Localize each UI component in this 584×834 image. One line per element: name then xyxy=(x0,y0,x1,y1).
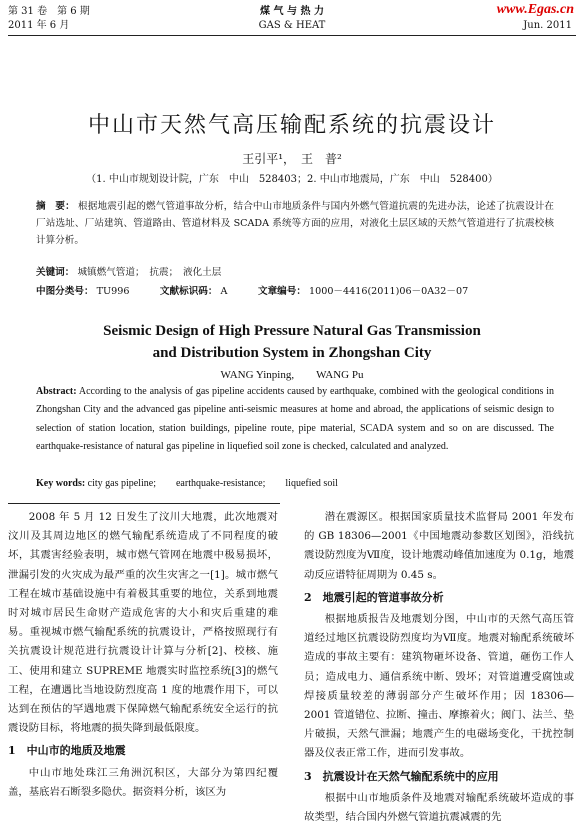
right-column xyxy=(304,508,574,827)
abstract-en-text: According to the analysis of gas pipeline accidents caused by earthquake, combined with the geological conditions in Zhongshan City and the advanced gas pipeline anti-seismic measures at home and abroad, the applications of seismic design to selection of station location, station buildings, pipeline route, pipe material, SCADA system and so on are discussed. The earthquake-resistance of natural gas pipeline in liquefied soil zone is checked, calculated and analyzed. xyxy=(36,386,554,452)
keywords-cn-label: 关键词： xyxy=(36,267,75,278)
abstract-cn-label: 摘 要： xyxy=(36,201,75,212)
section-1-heading: 1 中山市的地质及地震 xyxy=(8,744,126,758)
keywords-en-label: Key words: xyxy=(36,478,86,489)
abstract-cn-text: 根据地震引起的燃气管道事故分析，结合中山市地质条件与国内外燃气管道抗震的先进办法，论述了抗震设计在厂站选址、厂站建筑、管道路由、管道材料及 SCADA 系统等方面的应用，对液化土层区域的天然气管道进行了抗震校核计算分析。 xyxy=(36,201,554,246)
site-logo: www.Egas.cn xyxy=(496,2,574,17)
classification-line xyxy=(36,283,554,300)
header-rule xyxy=(8,35,576,36)
section-2-paragraph: 根据地质报告及地震划分图，中山市的天然气高压管道经过地区抗震设防烈度均为Ⅶ度。地震对输配系统破坏造成的事故主要有：建筑物砸坏设备、管道，砸伤工作人员；造成电力、通信系统中断、毁坏；对管道遭受腐蚀或焊接质量较差的薄弱部分产生破坏作用；因 18306—2001 管道错位、拉断、撞击、摩擦着火；阀门、法兰、垫片破损，天然气泄漏；地震产生的电磁场变化，干扰控制器及仪表正常工作，进而引发事故。 xyxy=(304,613,574,760)
title-en-line2: and Distribution System in Zhongshan City xyxy=(152,345,432,361)
section-3-paragraph: 根据中山市地质条件及地震对输配系统破坏造成的事故类型，结合国内外燃气管道抗震减震的先 xyxy=(304,791,574,824)
article-no-value: 1000－4416(2011)06－0A32－07 xyxy=(309,286,469,297)
journal-date-en: Jun. 2011 xyxy=(523,20,572,31)
abstract-en-label: Abstract: xyxy=(36,386,77,397)
journal-name-en: GAS & HEAT xyxy=(258,20,326,31)
keywords-cn-text: 城镇燃气管道； 抗震； 液化土层 xyxy=(77,267,222,278)
title-en-line1: Seismic Design of High Pressure Natural Gas Transmission xyxy=(103,323,481,339)
affiliation-cn: （1. 中山市规划设计院，广东 中山 528403；2. 中山市地震局，广东 中山 528400） xyxy=(86,174,498,185)
title-cn: 中山市天然气高压输配系统的抗震设计 xyxy=(87,113,496,138)
keywords-cn xyxy=(36,264,554,281)
abstract-cn xyxy=(36,198,554,249)
clc-value: TU996 xyxy=(96,286,130,297)
journal-volume: 第 31 卷 第 6 期 xyxy=(8,6,90,17)
article-no-label: 文章编号： xyxy=(257,286,306,297)
keywords-en xyxy=(36,475,554,493)
body-top-rule xyxy=(8,503,280,504)
doc-code-label: 文献标识码： xyxy=(159,286,218,297)
section-1-continued: 潜在震源区。根据国家质量技术监督局 2001 年发布的 GB 18306—2001《中国地震动参数区划图》，沿线抗震设防烈度为Ⅶ度，设计地震动峰值加速度为 0.1g，地震动反应谱特征周期为 0.45 s。 xyxy=(304,511,574,581)
authors-cn: 王引平¹， 王 普² xyxy=(242,152,342,166)
section-2-heading: 2 地震引起的管道事故分析 xyxy=(304,590,444,604)
intro-paragraph: 2008 年 5 月 12 日发生了汶川大地震，此次地震对汶川及其周边地区的燃气输配系统造成了不同程度的破坏，其震害经验表明，城市燃气管网在地震中极易损坏，泄漏引发的火灾成为最严重的次生灾害之一[1]。城市燃气工程在城市基础设施中有着极其重要的地位，关系到地震时对城市居民生命财产造成危害的大小和灾后重建的难易。重视城市燃气输配系统的抗震设计，严格按照现行有关抗震设计规范进行抗震设计计算与分析[2]、校核、施工、使用和建立 SUPREME 地震实时监控系统[3]的燃气工程，在遭遇比当地设防烈度高 1 度的地震作用下，可以达到在预估的罕遇地震下保障燃气输配系统安全运行的抗震设防目标，将地震的损失降到最低限度。 xyxy=(8,511,278,735)
clc-label: 中图分类号： xyxy=(36,286,94,297)
abstract-en xyxy=(36,383,554,456)
section-1-paragraph: 中山市地处珠江三角洲沉积区，大部分为第四纪覆盖，基底岩石断裂多隐伏。据资料分析，该区为 xyxy=(8,766,278,798)
keywords-en-text: city gas pipeline; earthquake-resistance; liquefied soil xyxy=(87,478,338,489)
journal-date-cn: 2011 年 6 月 xyxy=(8,20,70,31)
journal-name-cn: 煤 气 与 热 力 xyxy=(260,6,324,17)
doc-code-value: A xyxy=(220,286,228,297)
section-3-heading: 3 抗震设计在天然气输配系统中的应用 xyxy=(304,769,499,783)
authors-en: WANG Yinping, WANG Pu xyxy=(220,369,364,381)
left-column xyxy=(8,508,278,802)
